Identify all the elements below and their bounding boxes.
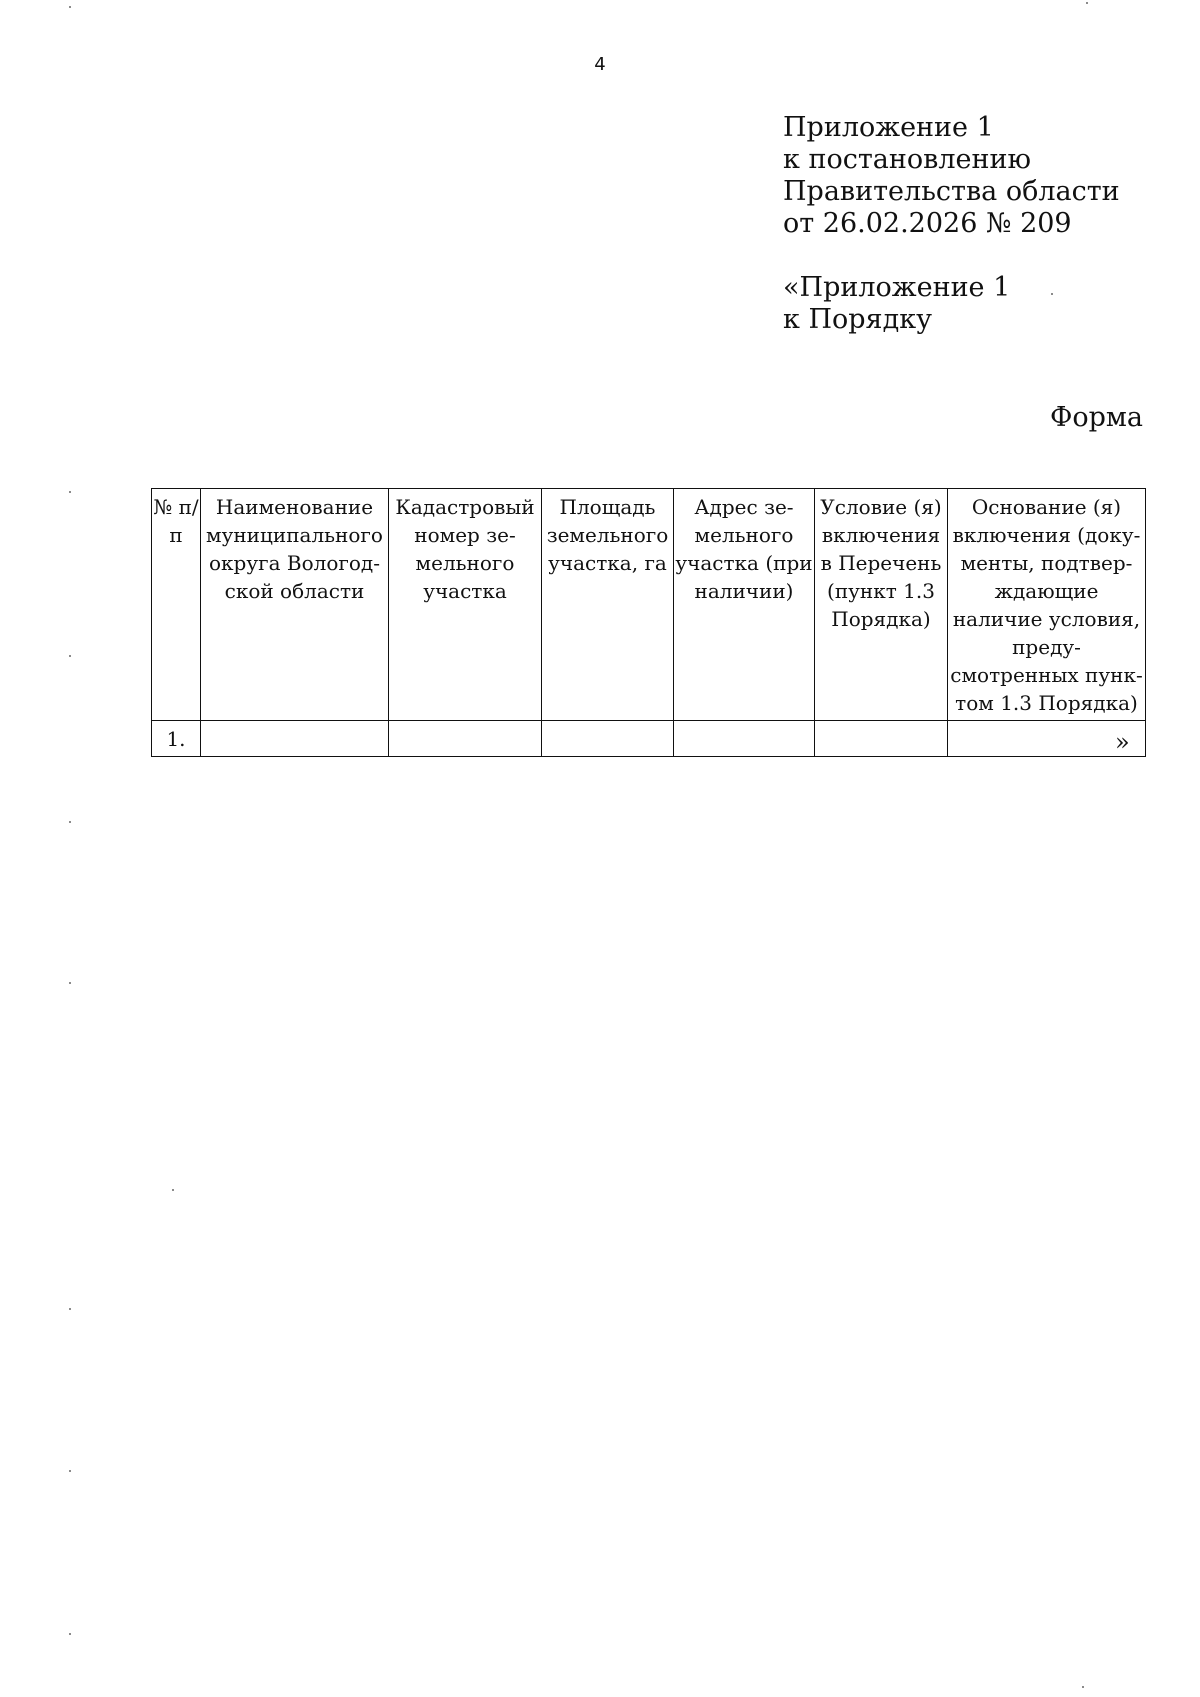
scan-mark bbox=[1082, 1686, 1084, 1688]
table-cell bbox=[542, 721, 674, 757]
scan-mark bbox=[1086, 2, 1088, 4]
order-appendix-reference: к Порядку bbox=[783, 304, 932, 335]
header-inclusion-condition: Условие (я) включения в Перечень (пункт 1.3 Порядка) bbox=[815, 489, 948, 721]
scan-mark bbox=[69, 1633, 71, 1635]
appendix-title: Приложение 1 bbox=[783, 112, 994, 143]
table-row bbox=[152, 721, 1146, 757]
scan-mark bbox=[69, 1308, 71, 1310]
scan-mark bbox=[69, 982, 71, 984]
scan-mark bbox=[69, 1470, 71, 1472]
appendix-authority-line: Правительства области bbox=[783, 176, 1120, 207]
scan-mark bbox=[172, 1189, 174, 1191]
table-cell bbox=[389, 721, 542, 757]
scan-mark bbox=[69, 6, 71, 8]
table-cell bbox=[815, 721, 948, 757]
header-cadastral-number: Кадастровый номер зе-мельного участка bbox=[389, 489, 542, 721]
scan-mark bbox=[69, 655, 71, 657]
appendix-reference-line: к постановлению bbox=[783, 144, 1031, 175]
appendix-block bbox=[783, 112, 1120, 240]
table-header-row bbox=[152, 489, 1146, 721]
table-cell bbox=[674, 721, 815, 757]
order-appendix-title: «Приложение 1 bbox=[783, 272, 1011, 303]
header-number: № п/п bbox=[152, 489, 201, 721]
order-appendix-block bbox=[783, 272, 1010, 336]
table-cell bbox=[201, 721, 389, 757]
scan-mark bbox=[69, 821, 71, 823]
scan-mark bbox=[1051, 293, 1053, 295]
appendix-date-number-line: от 26.02.2026 № 209 bbox=[783, 208, 1072, 239]
header-inclusion-basis: Основание (я) включения (доку-менты, подтвер-ждающие наличие условия, преду-смотренных пунк-том 1.3 Порядка) bbox=[948, 489, 1146, 721]
header-municipal-district: Наименование муниципального округа Вологод-ской области bbox=[201, 489, 389, 721]
form-label: Форма bbox=[1049, 402, 1143, 433]
closing-quote: » bbox=[1115, 728, 1130, 756]
header-address: Адрес зе-мельного участка (при наличии) bbox=[674, 489, 815, 721]
table-cell: 1. bbox=[152, 721, 201, 757]
page-number: 4 bbox=[594, 54, 606, 75]
header-area: Площадь земельного участка, га bbox=[542, 489, 674, 721]
scan-mark bbox=[69, 491, 71, 493]
form-table bbox=[151, 488, 1146, 757]
